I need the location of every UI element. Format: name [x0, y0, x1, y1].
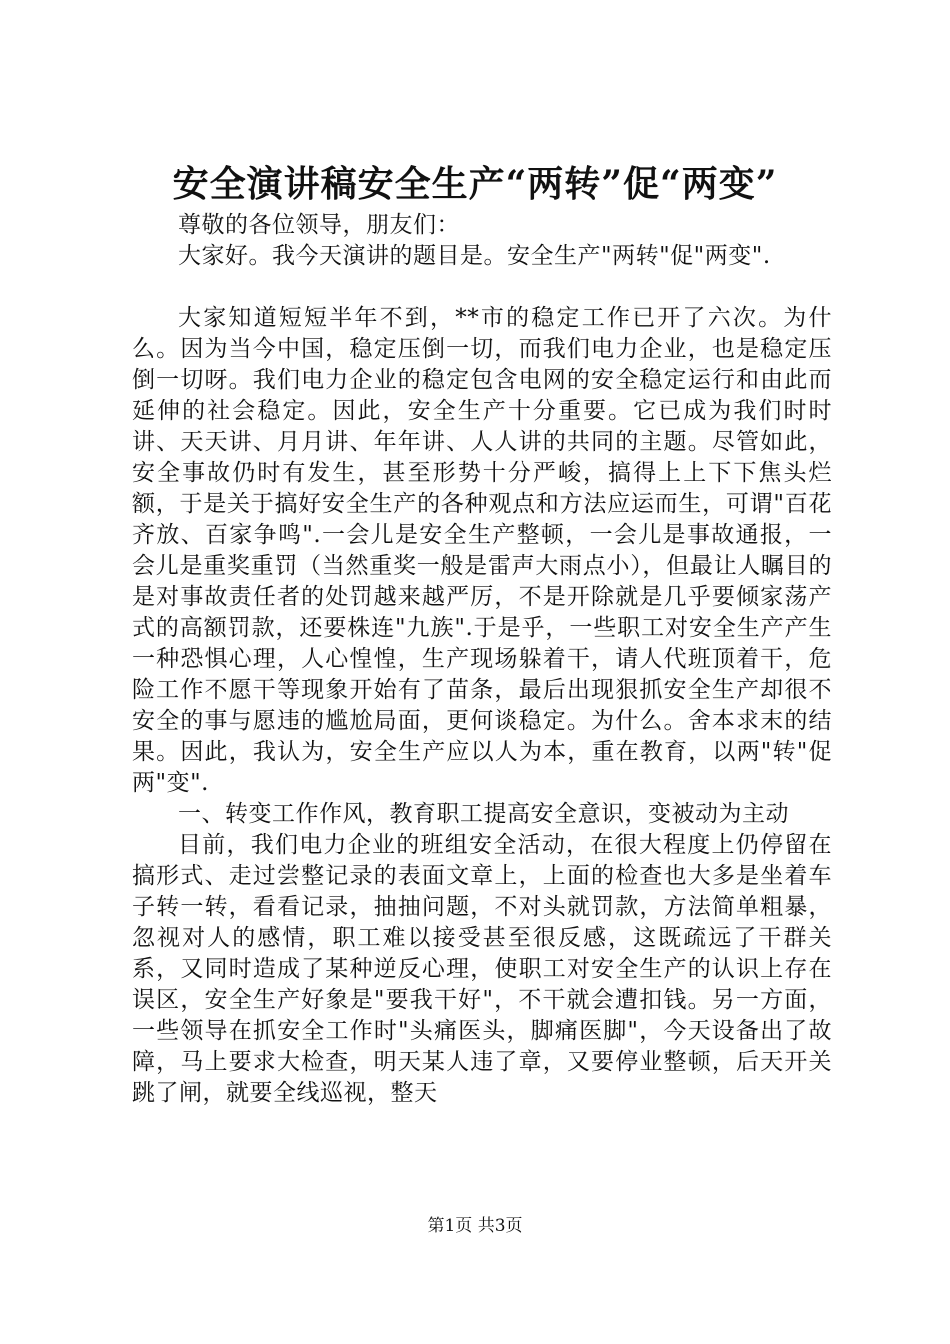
document-body — [132, 210, 832, 1109]
page-title: 安全演讲稿安全生产“两转”促“两变” — [172, 163, 778, 205]
salutation: 尊敬的各位领导，朋友们： — [178, 212, 460, 238]
page-footer: 第1页 共3页 — [427, 1216, 523, 1236]
paragraph-main: 大家知道短短半年不到，**市的稳定工作已开了六次。为什么。因为当今中国，稳定压倒一切，而我们电力企业，也是稳定压倒一切呀。我们电力企业的稳定包含电网的安全稳定运行和由此而延伸的社会稳定。因此，安全生产十分重要。它已成为我们时时讲、天天讲、月月讲、年年讲、人人讲的共同的主题。尽管如此，安全事故仍时有发生，甚至形势十分严峻，搞得上上下下焦头烂额，于是关于搞好安全生产的各种观点和方法应运而生，可谓"百花齐放、百家争鸣".一会儿是安全生产整顿，一会儿是事故通报，一会儿是重奖重罚（当然重奖一般是雷声大雨点小），但最让人瞩目的是对事故责任者的处罚越来越严厉，不是开除就是几乎要倾家荡产式的高额罚款，还要株连"九族".于是乎，一些职工对安全生产产生一种恐惧心理，人心惶惶，生产现场躲着干，请人代班顶着干，危险工作不愿干等现象开始有了苗条，最后出现狠抓安全生产却很不安全的事与愿违的尴尬局面，更何谈稳定。为什么。舍本求末的结果。因此，我认为，安全生产应以人为本，重在教育，以两"转"促两"变". — [132, 305, 832, 796]
section-heading: 一、转变工作作风，教育职工提高安全意识，变被动为主动 — [178, 801, 789, 827]
paragraph-section-1: 目前，我们电力企业的班组安全活动，在很大程度上仍停留在搞形式、走过尝整记录的表面文章上，上面的检查也大多是坐着车子转一转，看看记录，抽抽问题，不对头就罚款，方法简单粗暴，忽视对人的感情，职工难以接受甚至很反感，这既疏远了干群关系，又同时造成了某种逆反心理，使职工对安全生产的认识上存在误区，安全生产好象是"要我干好"，不干就会遭扣钱。另一方面，一些领导在抓安全工作时"头痛医头，脚痛医脚"，今天设备出了故障，马上要求大检查，明天某人违了章，又要停业整顿，后天开关跳了闸，就要全线巡视，整天 — [132, 832, 832, 1106]
paragraph-intro: 大家好。我今天演讲的题目是。安全生产"两转"促"两变". — [178, 243, 771, 269]
